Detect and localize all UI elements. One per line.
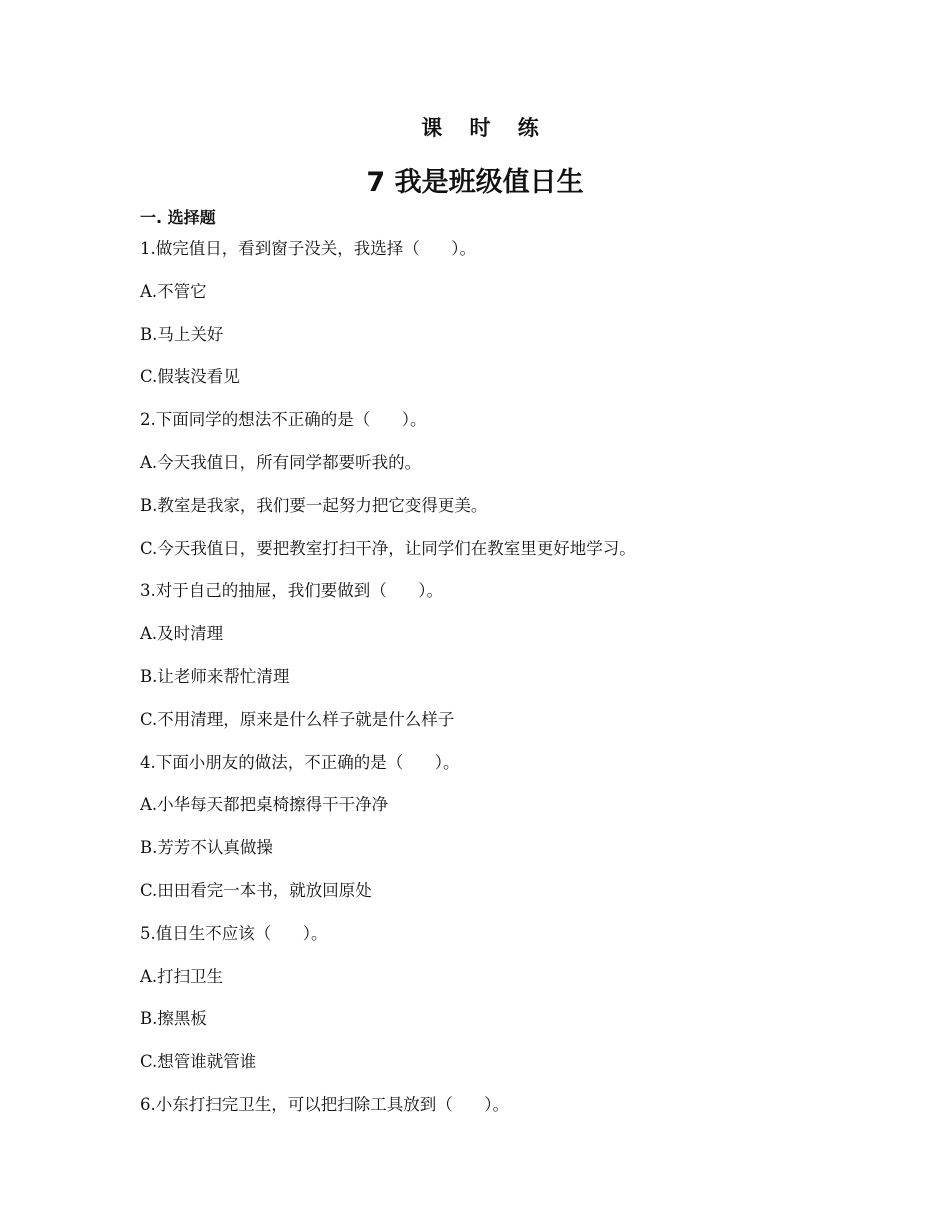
question-2: 2.下面同学的想法不正确的是（ ）。 xyxy=(140,410,427,430)
lesson-title: 7 我是班级值日生 xyxy=(366,167,584,198)
question-5-option-a: A.打扫卫生 xyxy=(140,966,224,986)
section-heading: 一. 选择题 xyxy=(140,208,216,227)
question-3-option-a: A.及时清理 xyxy=(140,624,224,644)
question-3: 3.对于自己的抽屉，我们要做到（ ）。 xyxy=(140,581,443,601)
question-3-option-c: C.不用清理，原来是什么样子就是什么样子 xyxy=(140,709,455,729)
question-1: 1.做完值日，看到窗子没关，我选择（ ）。 xyxy=(140,239,476,258)
question-2-option-a: A.今天我值日，所有同学都要听我的。 xyxy=(140,452,422,472)
question-5-option-c: C.想管谁就管谁 xyxy=(140,1052,257,1072)
question-4-option-c: C.田田看完一本书，就放回原处 xyxy=(140,880,372,900)
question-4-option-b: B.芳芳不认真做操 xyxy=(140,838,273,858)
question-4-option-a: A.小华每天都把桌椅擦得干干净净 xyxy=(140,795,389,815)
question-2-option-c: C.今天我值日，要把教室打扫干净，让同学们在教室里更好地学习。 xyxy=(140,538,636,558)
question-2-option-b: B.教室是我家，我们要一起努力把它变得更美。 xyxy=(140,495,488,515)
question-5: 5.值日生不应该（ ）。 xyxy=(140,923,328,943)
question-3-option-b: B.让老师来帮忙清理 xyxy=(140,666,290,686)
worksheet-subtitle: 课 时 练 xyxy=(421,116,549,140)
question-4: 4.下面小朋友的做法，不正确的是（ ）。 xyxy=(140,752,460,772)
question-1-option-a: A.不管它 xyxy=(140,281,207,301)
question-list xyxy=(140,235,820,1134)
question-1-option-c: C.假装没看见 xyxy=(140,367,240,387)
question-1-option-b: B.马上关好 xyxy=(140,324,224,344)
question-5-option-b: B.擦黑板 xyxy=(140,1009,207,1029)
question-6: 6.小东打扫完卫生，可以把扫除工具放到（ ）。 xyxy=(140,1094,509,1114)
